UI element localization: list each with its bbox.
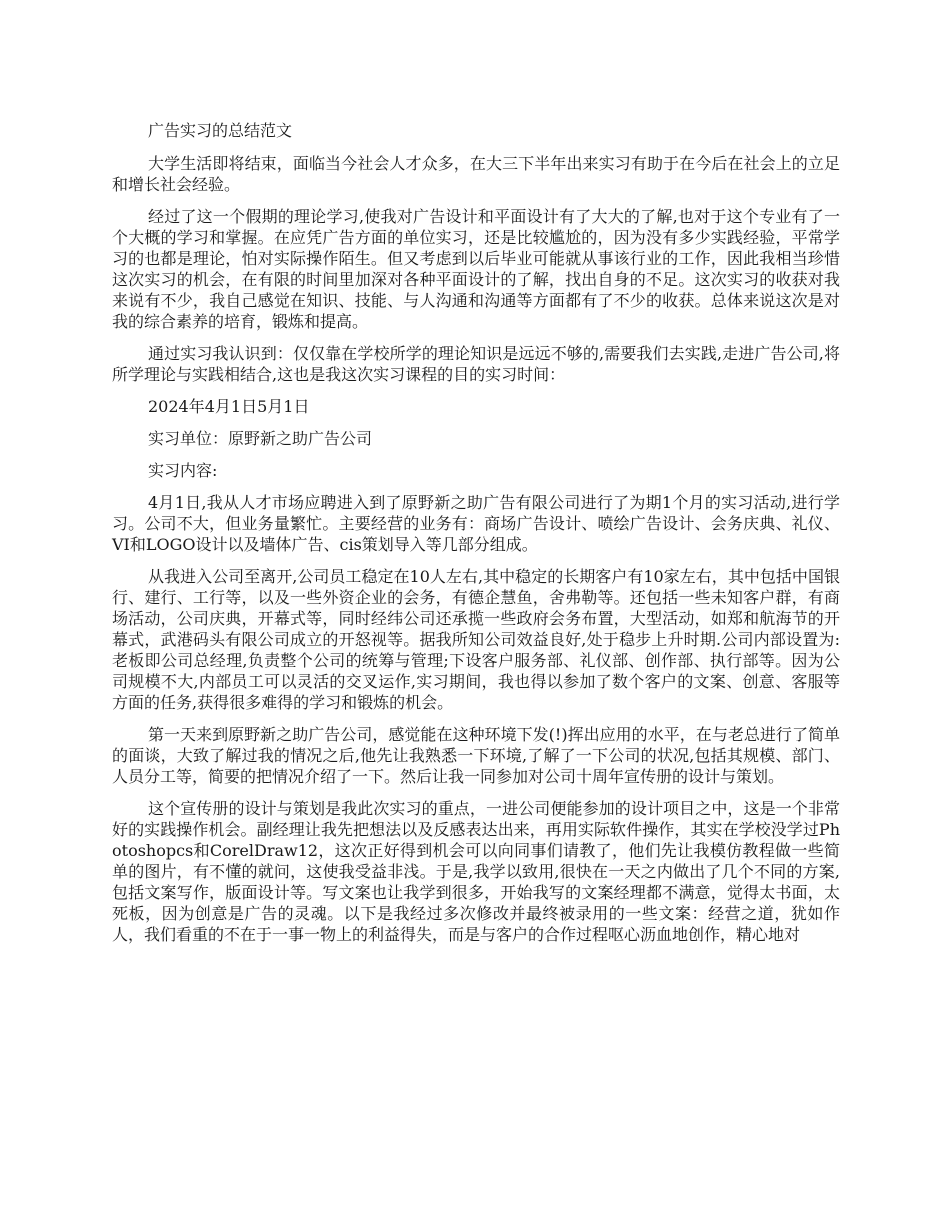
document-title: 广告实习的总结范文 [148,121,293,140]
paragraph-company-structure: 从我进入公司至离开,公司员工稳定在10人左右,其中稳定的长期客户有10家左右，其中包括中国银行、建行、工行等，以及一些外资企业的会务，有德企慧鱼，舍弗勒等。还包括一些未知客户群，有商场活动，公司庆典，开幕式等，同时经纬公司还承揽一些政府会务布置，大型活动，如郑和航海节的开幕式，武港码头有限公司成立的开怒视等。据我所知公司效益良好,处于稳步上升时期.公司内部设置为:老板即公司总经理,负责整个公司的统筹与管理;下设客户服务部、礼仪部、创作部、执行部等。因为公司规模不大,内部员工可以灵活的交叉运作,实习期间，我也得以参加了数个客户的文案、创意、客服等方面的任务,获得很多难得的学习和锻炼的机会。 [112,567,840,712]
paragraph-company-business: 4月1日,我从人才市场应聘进入到了原野新之助广告有限公司进行了为期1个月的实习活动,进行学习。公司不大，但业务量繁忙。主要经营的业务有：商场广告设计、喷绘广告设计、会务庆典、礼仪、VI和LOGO设计以及墙体广告、cis策划导入等几部分组成。 [112,493,840,554]
paragraph-theory-study: 经过了这一个假期的理论学习,使我对广告设计和平面设计有了大大的了解,也对于这个专业有了一个大概的学习和掌握。在应凭广告方面的单位实习，还是比较尴尬的，因为没有多少实践经验，平常学习的也都是理论，怕对实际操作陌生。但又考虑到以后毕业可能就从事该行业的工作，因此我相当珍惜这次实习的机会，在有限的时间里加深对各种平面设计的了解，找出自身的不足。这次实习的收获对我来说有不少，我自己感觉在知识、技能、与人沟通和沟通等方面都有了不少的收获。总体来说这次是对我的综合素养的培育，锻炼和提高。 [112,207,840,331]
paragraph-brochure-project: 这个宣传册的设计与策划是我此次实习的重点，一进公司便能参加的设计项目之中，这是一个非常好的实践操作机会。副经理让我先把想法以及反感表达出来，再用实际软件操作，其实在学校没学过Photoshopcs和CorelDraw12，这次正好得到机会可以向同事们请教了，他们先让我模仿教程做一些简单的图片，有不懂的就问，这使我受益非浅。于是,我学以致用,很快在一天之内做出了几个不同的方案,包括文案写作，版面设计等。写文案也让我学到很多，开始我写的文案经理都不满意，觉得太书面，太死板，因为创意是广告的灵魂。以下是我经过多次修改并最终被录用的一些文案：经营之道，犹如作人，我们看重的不在于一事一物上的利益得失，而是与客户的合作过程呕心沥血地创作，精心地对 [112,799,840,944]
paragraph-first-day: 第一天来到原野新之助广告公司，感觉能在这种环境下发(!)挥出应用的水平，在与老总进行了简单的面谈，大致了解过我的情况之后,他先让我熟悉一下环境,了解了一下公司的状况,包括其规模、部门、人员分工等，简要的把情况介绍了一下。然后让我一同参加对公司十周年宣传册的设计与策划。 [112,725,840,786]
document-page [112,120,840,956]
paragraph-intro: 大学生活即将结束，面临当今社会人才众多，在大三下半年出来实习有助于在今后在社会上的立足和增长社会经验。 [112,154,840,194]
paragraph-internship-content-heading: 实习内容: [148,461,218,480]
paragraph-internship-unit: 实习单位：原野新之助广告公司 [148,429,373,448]
paragraph-internship-dates: 2024年4月1日5月1日 [148,397,310,416]
paragraph-realization: 通过实习我认识到：仅仅靠在学校所学的理论知识是远远不够的,需要我们去实践,走进广告公司,将所学理论与实践相结合,这也是我这次实习课程的目的实习时间： [112,344,840,384]
